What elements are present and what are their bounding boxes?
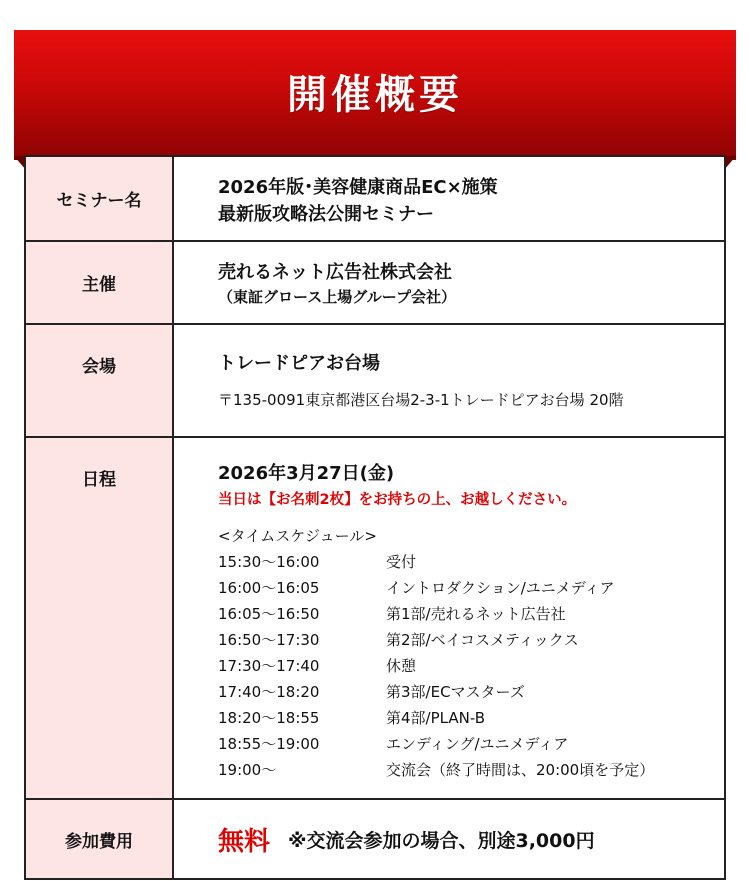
schedule-item: イントロダクション/ユニメディア bbox=[386, 579, 615, 597]
schedule-row bbox=[218, 705, 724, 731]
row-value-host bbox=[174, 242, 724, 323]
schedule-heading: <タイムスケジュール> bbox=[218, 527, 377, 545]
schedule-time: 15:30〜16:00 bbox=[218, 553, 320, 571]
schedule-time: 17:30〜17:40 bbox=[218, 657, 320, 675]
host-group-note: （東証グロース上場グループ会社） bbox=[218, 288, 457, 306]
row-host bbox=[26, 242, 724, 325]
info-table bbox=[24, 155, 726, 880]
schedule-item: 休憩 bbox=[386, 657, 417, 675]
row-value-seminar bbox=[174, 157, 724, 240]
row-value-venue bbox=[174, 325, 724, 436]
schedule-time: 18:20〜18:55 bbox=[218, 709, 320, 727]
row-label-fee: 参加費用 bbox=[26, 800, 174, 878]
schedule-item: エンディング/ユニメディア bbox=[386, 735, 569, 753]
seminar-name-line2: 最新版攻略法公開セミナー bbox=[218, 204, 434, 225]
banner-face bbox=[14, 30, 736, 157]
schedule-row bbox=[218, 731, 724, 757]
schedule-item: 受付 bbox=[386, 553, 417, 571]
schedule-row bbox=[218, 575, 724, 601]
row-label-host: 主催 bbox=[26, 242, 174, 323]
fee-networking-note: ※交流会参加の場合、別途3,000円 bbox=[288, 829, 595, 852]
host-company: 売れるネット広告社株式会社 bbox=[218, 262, 452, 283]
schedule-item: 交流会（終了時間は、20:00頃を予定） bbox=[386, 761, 655, 779]
schedule-time: 16:00〜16:05 bbox=[218, 579, 320, 597]
row-value-date bbox=[174, 438, 724, 798]
row-label-date: 日程 bbox=[26, 438, 174, 798]
schedule-time: 16:05〜16:50 bbox=[218, 605, 320, 623]
row-venue bbox=[26, 325, 724, 438]
schedule-row bbox=[218, 627, 724, 653]
fee-free: 無料 bbox=[218, 826, 271, 857]
row-value-fee bbox=[174, 800, 724, 878]
title-banner bbox=[14, 30, 736, 160]
event-date: 2026年3月27日(金) bbox=[218, 463, 395, 484]
schedule-row bbox=[218, 757, 724, 783]
row-seminar-name bbox=[26, 157, 724, 242]
schedule-row bbox=[218, 601, 724, 627]
schedule-item: 第3部/ECマスターズ bbox=[386, 683, 525, 701]
business-card-note: 当日は【お名刺2枚】をお持ちの上、お越しください。 bbox=[218, 492, 577, 508]
schedule-row bbox=[218, 549, 724, 575]
row-label-venue: 会場 bbox=[26, 325, 174, 436]
row-fee bbox=[26, 800, 724, 878]
venue-address: 〒135-0091東京都港区台場2-3-1トレードピアお台場 20階 bbox=[218, 391, 624, 409]
page-title: 開催概要 bbox=[287, 72, 463, 118]
schedule-time: 16:50〜17:30 bbox=[218, 631, 320, 649]
venue-name: トレードピアお台場 bbox=[218, 353, 380, 374]
schedule-time: 19:00〜 bbox=[218, 761, 277, 779]
schedule-row bbox=[218, 653, 724, 679]
schedule-time: 18:55〜19:00 bbox=[218, 735, 320, 753]
schedule-item: 第1部/売れるネット広告社 bbox=[386, 605, 566, 623]
schedule-row bbox=[218, 679, 724, 705]
schedule-item: 第2部/ベイコスメティックス bbox=[386, 631, 579, 649]
schedule-list bbox=[218, 549, 724, 783]
row-date bbox=[26, 438, 724, 800]
seminar-name-line1: 2026年版･美容健康商品EC×施策 bbox=[218, 177, 498, 198]
row-label-seminar: セミナー名 bbox=[26, 157, 174, 240]
schedule-item: 第4部/PLAN-B bbox=[386, 709, 485, 727]
schedule-time: 17:40〜18:20 bbox=[218, 683, 320, 701]
